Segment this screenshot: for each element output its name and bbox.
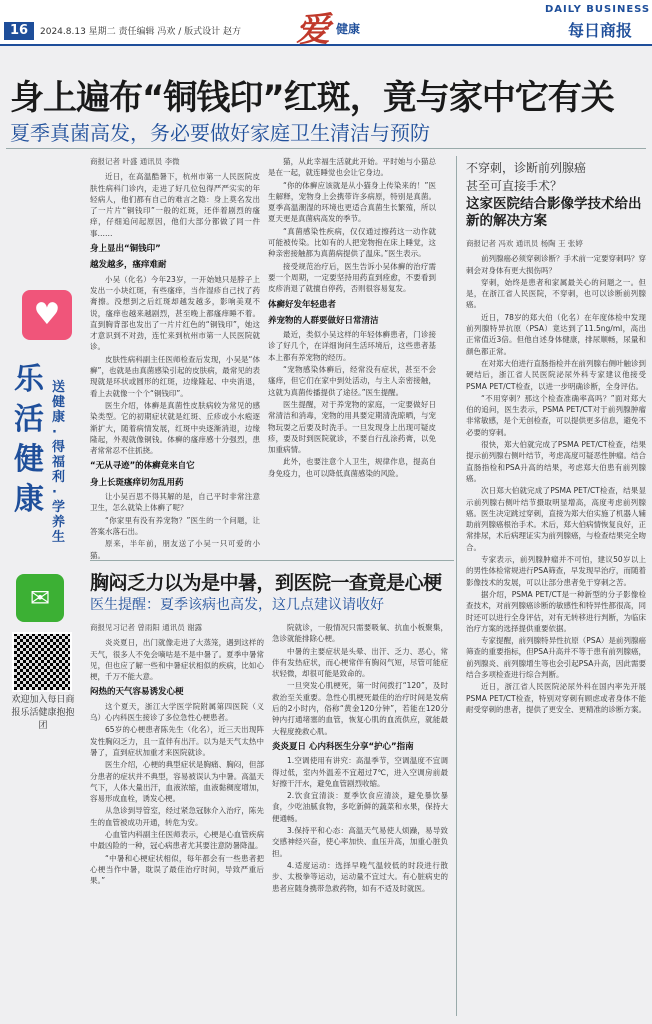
paragraph: “你家里有没有养宠物？”医生的一个问题，让答案水落石出。: [90, 515, 260, 536]
newspaper-name-en: DAILY BUSINESS: [545, 4, 651, 15]
paragraph: 在对郑大伯进行直肠指检并在前列腺右侧叶触诊到硬结后，浙江省人民医院泌尿外科专家建议他接受PSMA PET/CT检查，以进一步明确诊断，全身评估。: [466, 358, 646, 391]
paragraph: “宠物感染体癣后，经常没有症状，甚至不会瘙痒，但它们在家中到处活动，与主人亲密接触，这就为真菌传播提供了途径。”医生提醒。: [268, 365, 436, 397]
paragraph: 3.保持平和心态：高温天气易使人烦躁，易导致交感神经兴奋，使心率加快、血压升高，加重心脏负担。: [272, 826, 448, 858]
story1-column-1: [90, 156, 260, 560]
paragraph: 很快，郑大伯就完成了PSMA PET/CT检查，结果提示前列腺右侧叶结节，考虑高度可疑恶性肿瘤。结合直肠指检和PSA升高的结果，考虑郑大伯患有前列腺癌。: [466, 440, 646, 483]
story2-column-2: [272, 622, 448, 1018]
paragraph: 据介绍，PSMA PET/CT是一种新型的分子影像检查技术，对前列腺癌诊断的敏感性和特异性都很高，同时还可以进行全身评估，对有无转移进行判断，为临床治疗方案的选择提供重要依据。: [466, 589, 646, 633]
column-brand: 乐活健康: [14, 362, 44, 517]
column-slogan: 送健康·得福利·学养生: [52, 380, 66, 545]
paragraph: 次日郑大伯就完成了PSMA PET/CT检查，结果显示前列腺右侧叶结节摄取明显增高，高度考虑前列腺癌。医生决定跳过穿刺，直接为郑大伯实施了机器人辅助前列腺癌根治手术。术后，郑大伯病情恢复良好，正常排尿，术后病理证实为前列腺癌，与检查结果完全吻合。: [466, 486, 646, 552]
qr-caption: 欢迎加入每日商报乐活健康抱抱团: [11, 695, 75, 731]
paragraph: “中暑和心梗症状相似，每年都会有一些患者把心梗当作中暑，耽误了最佳治疗时间，导致严重后果。”: [90, 853, 264, 886]
paragraph: 2.饮食宜清淡：夏季饮食应清淡，避免暴饮暴食，少吃油腻食物，多吃新鲜的蔬菜和水果，保持大便通畅。: [272, 791, 448, 823]
paragraph: “你的体癣应该就是从小猫身上传染来的！”医生解释，宠物身上会携带许多病原，特别是真菌。夏季高温潮湿的环境也更适合真菌生长繁殖，所以夏天更是真菌病高发的季节。: [268, 180, 436, 224]
story3-question-line2: 甚至可直接手术？: [466, 179, 563, 193]
section-logo-character: 爱: [296, 10, 330, 50]
paragraph: 从急诊到导管室，经过紧急冠脉介入治疗，陈先生的血管被成功开通，转危为安。: [90, 806, 264, 827]
paragraph: 医生介绍，体癣是真菌性皮肤病较为常见的感染类型。它的初期症状就是红斑、丘疹或小水疱逐渐扩大，随着病情发展，红斑中央逐渐消退，边缘隆起，外观就像铜钱。体癣的瘙痒感十分强烈，患者常常忍不住抓挠。: [90, 400, 260, 456]
paragraph: 4.适度运动：选择早晚气温较低的时段进行散步、太极拳等运动，运动量不宜过大。有心脏病史的患者应随身携带急救药物，如有不适及时就医。: [272, 860, 448, 893]
paragraph: 接受规范治疗后，医生告诉小吴体癣的治疗需要一个周期，一定要坚持用药直到痊愈，不要看到皮疹消退了就擅自停药，否则很容易复发。: [268, 261, 436, 294]
story2-column-1: [90, 622, 264, 1018]
paragraph: 前列腺癌必须穿刺诊断？手术前一定要穿刺吗？穿刺会对身体有更大损伤吗？: [466, 254, 646, 275]
wechat-icon: ✉: [16, 574, 64, 622]
paragraph: 院就诊，一般情况只需要吸氧、抗血小板聚集，急诊就能排除心梗。: [272, 623, 448, 644]
paragraph: 1.空调使用有讲究：高温季节，空调温度不宜调得过低，室内外温差不宜超过7℃，进入空调房前最好擦干汗水，避免血管剧烈收缩。: [272, 756, 448, 788]
story3-headline: 这家医院结合影像学技术给出新的解决方案: [466, 196, 642, 229]
paragraph: 炎炎夏日，出门就像走进了大蒸笼，遇到这样的天气，很多人不免会嘀咕是不是中暑了。夏季中暑常见，但也应了解一些和中暑症状相似的疾病，比如心梗，千万不能大意。: [90, 638, 264, 682]
section-subheading: 炎炎夏日 心内科医生分享“护心”指南: [272, 741, 414, 752]
paragraph: 65岁的心梗患者陈先生（化名），近三天出现阵发性胸闷乏力，且一直伴有出汗。以为是天气太热中暑了，直到症状加重才来医院就诊。: [90, 725, 264, 757]
page-number: 16: [4, 22, 34, 40]
story3-question-line1: 不穿刺，诊断前列腺癌: [466, 161, 587, 175]
paragraph: 最近，类似小吴这样的年轻体癣患者，门诊接诊了好几个，在详细询问生活环境后，这些患者基本上都有养宠物的经历。: [268, 330, 436, 362]
section-subheading: 闷热的天气容易诱发心梗: [90, 687, 184, 698]
section-subheading: 越发越多，瘙痒难耐: [90, 260, 167, 271]
paragraph: 让小吴百思不得其解的是，自己平时非常注意卫生，怎么就染上体癣了呢？: [90, 492, 260, 513]
column-divider: [456, 156, 457, 1016]
paragraph: 此外，也要注意个人卫生，规律作息，提高自身免疫力，也可以降低真菌感染的风险。: [268, 457, 436, 478]
story3-body: [466, 238, 646, 1020]
paragraph: 近日，在高温酷暑下，杭州市第一人民医院皮肤性病科门诊内，走进了好几位包得严严实实的年轻病人，他们都有自己的难言之隐：身上莫名发出了一片片“铜钱印”一般的红斑，还伴着剧烈的瘙痒，仔细追问起原因，他们大部分都做了同一件事……: [90, 172, 260, 238]
issue-info: 2024.8.13 星期二 责任编辑 冯欢 / 版式设计 赵方: [40, 27, 242, 37]
story3-byline: 商报记者 冯欢 通讯员 杨陶 王 张婷: [466, 239, 583, 248]
paragraph: 心血管内科副主任医师表示，心梗是心血管疾病中最凶险的一种，冠心病患者尤其要注意防暑降温。: [90, 830, 264, 851]
paragraph: 专家表示，前列腺肿瘤并不可怕，建议50岁以上的男性体检常规进行PSA筛查，早发现早治疗，而随着影像技术的发展，可以让部分患者免于穿刺之苦。: [466, 555, 646, 587]
story1-byline: 商报记者 叶盛 通讯员 李微: [90, 157, 180, 166]
paragraph: 一旦突发心肌梗死，第一时间拨打“120”，及时救治至关重要。急性心肌梗死最佳的治疗时间是发病后的2小时内，俗称“黄金120分钟”，若能在120分钟内打通堵塞的血管，恢复心肌的血流供应，就能最大程度挽救心肌。: [272, 681, 448, 736]
paragraph: 这个夏天，浙江大学医学院附属第四医院（义乌）心内科医生接诊了多位急性心梗患者。: [90, 701, 264, 723]
paragraph: 医生提醒，对于养宠物的家庭，一定要做好日常清洁和消毒，宠物的用具要定期清洗晾晒，与宠物玩耍之后要及时洗手。一旦发现身上出现可疑皮疹，要及时到医院就诊，不要自行乱涂药膏，以免加重病情。: [268, 399, 436, 455]
divider: [90, 560, 454, 561]
paragraph: 专家提醒，前列腺特异性抗原（PSA）是前列腺癌筛查的重要指标，但PSA升高并不等于患有前列腺癌，前列腺炎、前列腺增生等也会引起PSA升高，因此需要结合多项检查进行综合判断。: [466, 636, 646, 679]
story2-headline: 胸闷乏力以为是中暑，到医院一查竟是心梗: [90, 572, 442, 594]
paragraph: 原来，半年前，朋友送了小吴一只可爱的小猫。: [90, 539, 260, 560]
paragraph: 近日，78岁的郑大伯（化名）在年度体检中发现前列腺特异抗原（PSA）竟达到了11.5ng/ml，高出正常值近3倍。但他自述身体健康，排尿顺畅，尿量和颜色都正常。: [466, 312, 646, 356]
paragraph: 穿刺，始终是患者和家属最关心的问题之一。但是，在浙江省人民医院，不穿刺，也可以诊断前列腺癌。: [466, 277, 646, 310]
paragraph: 猫，从此幸福生活就此开始。平时她与小猫总是在一起，就连睡觉也会让它身边。: [268, 157, 436, 178]
main-headline: 身上遍布“铜钱印”红斑，竟与家中它有关: [10, 78, 614, 118]
heart-plus-icon: ♥: [22, 290, 72, 340]
paragraph: “真菌感染性疾病，仅仅通过擦药这一动作就可能被传染。比如有的人把宠物抱在床上睡觉，这种亲密接触都为真菌病提供了温床。”医生表示。: [268, 226, 436, 259]
paragraph: 皮肤性病科副主任医师检查后发现，小吴是“体癣”，也就是由真菌感染引起的皮肤病，最常见的表现就是环状或圆形的红斑，边缘隆起、中央消退，看上去就像一个个“铜钱印”。: [90, 354, 260, 398]
story1-column-2: [268, 156, 436, 554]
newspaper-name-cn: 每日商报: [568, 21, 633, 40]
section-name: 健康: [336, 22, 361, 36]
section-subheading: 身上长斑瘙痒切勿乱用药: [90, 477, 184, 488]
paragraph: 医生介绍，心梗的典型症状是胸痛、胸闷，但部分患者的症状并不典型，容易被误认为中暑。高温天气下，人体大量出汗，血液浓缩，血液黏稠度增加，容易形成血栓，诱发心梗。: [90, 760, 264, 804]
paragraph: 近日，浙江省人民医院泌尿外科在国内率先开展PSMA PET/CT检查，特别对穿刺有顾虑或者身体不能耐受穿刺的患者，提供了更安全、更精准的诊断方案。: [466, 682, 646, 714]
divider: [6, 148, 646, 149]
section-subheading: 体癣好发年轻患者: [268, 299, 337, 310]
section-subheading: “无从寻迹”的体癣竟来自它: [90, 461, 195, 472]
story2-byline: 商报见习记者 曾雨阳 通讯员 谢露: [90, 623, 203, 632]
story2-subheadline: 医生提醒：夏季该病也高发，这几点建议请收好: [90, 597, 384, 613]
paragraph: 中暑的主要症状是头晕、出汗、乏力、恶心，常伴有发热症状，而心梗常伴有胸闷气短，尽管可能症状轻微，却很可能是致命的。: [272, 646, 448, 679]
paragraph: “不用穿刺？那这个检查准确率高吗？”面对郑大伯的追问，医生表示，PSMA PET/CT对于前列腺肿瘤非常敏感，是个无创检查，可以提供更多信息，避免不必要的穿刺。: [466, 393, 646, 437]
section-subheading: 身上显出“铜钱印”: [90, 244, 161, 255]
qr-code: [12, 632, 72, 692]
section-subheading: 养宠物的人群要做好日常清洁: [268, 315, 379, 326]
main-subheadline: 夏季真菌高发，务必要做好家庭卫生清洁与预防: [10, 121, 430, 145]
paragraph: 小吴（化名）今年23岁，一开始她只是脖子上发出一小块红斑，有些瘙痒，当作湿疹自己找了药膏擦。没想到之后红斑却越发越多，影响美观不说，瘙痒也越来越剧烈，甚至晚上都瘙痒睡不着。直到胸背部也发出了一片片红色的“铜钱印”，她这才意识到不对劲，连忙来到杭州市第一人民医院就诊。: [90, 274, 260, 352]
